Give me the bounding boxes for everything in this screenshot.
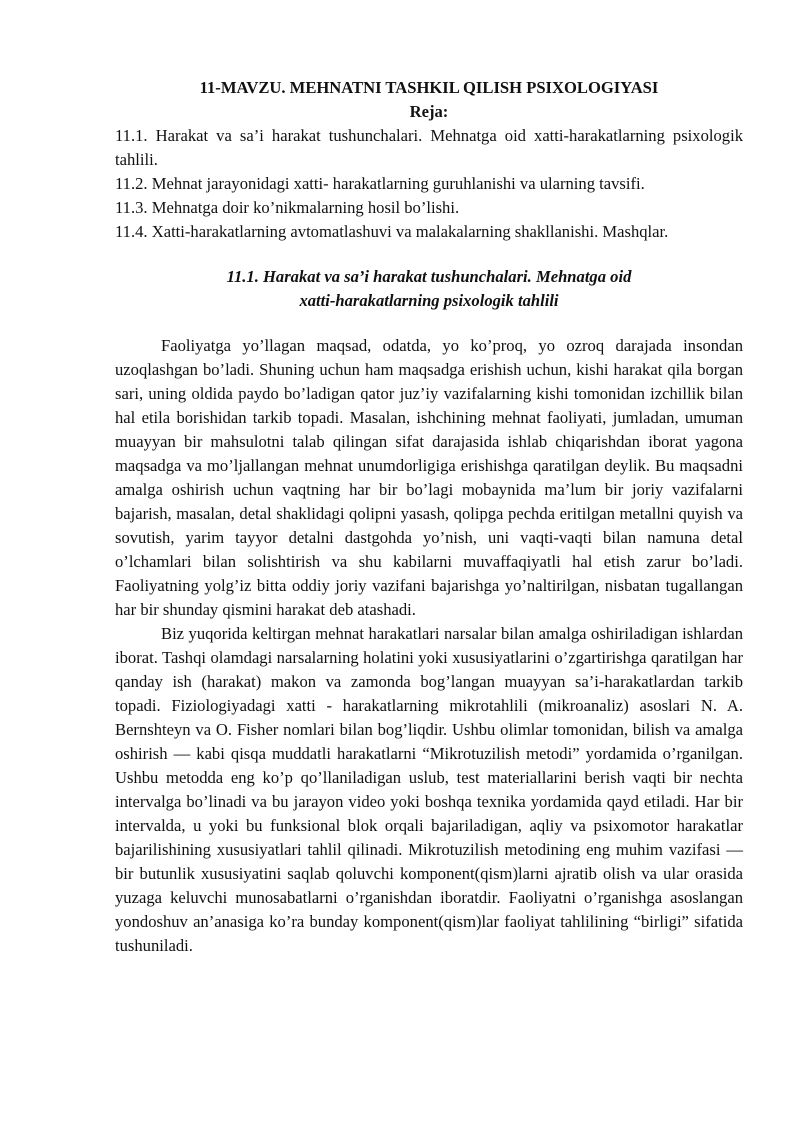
section-heading-line: xatti-harakatlarning psixologik tahlili — [299, 291, 559, 310]
body-paragraph: Biz yuqorida keltirgan mehnat harakatlari narsalar bilan amalga oshiriladigan ishlardan iborat. Tashqi olamdagi narsalarning holatini yoki xususiyatlarini o’zgartirishga qaratilgan har qanday ish (harakat) makon va zamonda bog’langan muayyan sa’i-harakatlardan tarkib topadi. Fiziologiyadagi xatti - harakatlarning mikrotahlili (mikroanaliz) asoslari N. A. Bernshteyn va O. Fisher nomlari bilan bog’liqdir. Ushbu olimlar tomonidan, bilish va amalga oshirish — kabi qisqa muddatli harakatlarni “Mikrotuzilish metodi” yordamida o’rganilgan. Ushbu metodda eng ko’p qo’llaniladigan uslub, test materiallarini berish vaqti bir nechta intervalga bo’linadi va bu jarayon video yoki boshqa texnika yordamida qayd etiladi. Har bir intervalda, u yoki bu funksional blok orqali bajariladigan, aqliy va psixomotor harakatlar bajarilishining xususiyatlari tahlil qilinadi. Mikrotuzilish metodining eng muhim vazifasi — bir butunlik xususiyatini saqlab qoluvchi komponent(qism)larni ajratib olish va ular orasida yuzaga keluvchi munosabatlarni o’rganishdan iboratdir. Faoliyatni o’rganishga asoslangan yondoshuv an’anasiga ko’ra bunday komponent(qism)lar faoliyat tahlilining “birligi” sifatida tushuniladi. — [115, 624, 743, 955]
plan-list — [115, 124, 743, 244]
plan-item: 11.2. Mehnat jarayonidagi xatti- harakatlarning guruhlanishi va ularning tavsifi. — [115, 174, 645, 193]
plan-item: 11.1. Harakat va sa’i harakat tushunchalari. Mehnatga oid xatti-harakatlarning psixologik tahlili. — [115, 126, 743, 169]
document-title: 11-MAVZU. MEHNATNI TASHKIL QILISH PSIXOLOGIYASI — [199, 78, 659, 97]
section-heading-line: 11.1. Harakat va sa’i harakat tushunchalari. Mehnatga oid — [226, 267, 632, 286]
plan-label: Reja: — [409, 102, 449, 121]
plan-item: 11.4. Xatti-harakatlarning avtomatlashuvi va malakalarning shakllanishi. Mashqlar. — [115, 222, 669, 241]
body-paragraph: Faoliyatga yo’llagan maqsad, odatda, yo ko’proq, yo ozroq darajada insondan uzoqlashgan bo’ladi. Shuning uchun ham maqsadga erishish uchun, kishi harakat qila borgan sari, uning oldida paydo bo’ladigan qator juz’iy vazifalarning kishi tomonidan izchillik bilan hal etila borishidan tarkib topadi. Masalan, ishchining mehnat faoliyati, jumladan, umuman muayyan bir mahsulotni talab qilingan sifat darajasida ishlab chiqarishdan iborat yagona maqsadga va mo’ljallangan mehnat unumdorligiga erishishga qaratilgan deylik. Bu maqsadni amalga oshirish uchun vaqtning har bir bo’lagi mobaynida ma’lum bir joriy vazifalarni bajarish, masalan, detal shaklidagi qolipni yasash, qolipga pechda eritilgan metallni quyish va sovutish, yarim tayyor detalni dastgohda yo’nish, uni vaqti-vaqti bilan namuna detal o’lchamlari bilan solishtirish va shu kabilarni muvaffaqiyatli hal etish zarur bo’ladi. Faoliyatning yolg’iz bitta oddiy joriy vazifani bajarishga yo’naltirilgan, nisbatan tugallangan har bir shunday qismini harakat deb atashadi. — [115, 336, 743, 619]
section-heading — [115, 265, 743, 313]
plan-item: 11.3. Mehnatga doir ko’nikmalarning hosil bo’lishi. — [115, 198, 460, 217]
document-page — [115, 76, 743, 958]
